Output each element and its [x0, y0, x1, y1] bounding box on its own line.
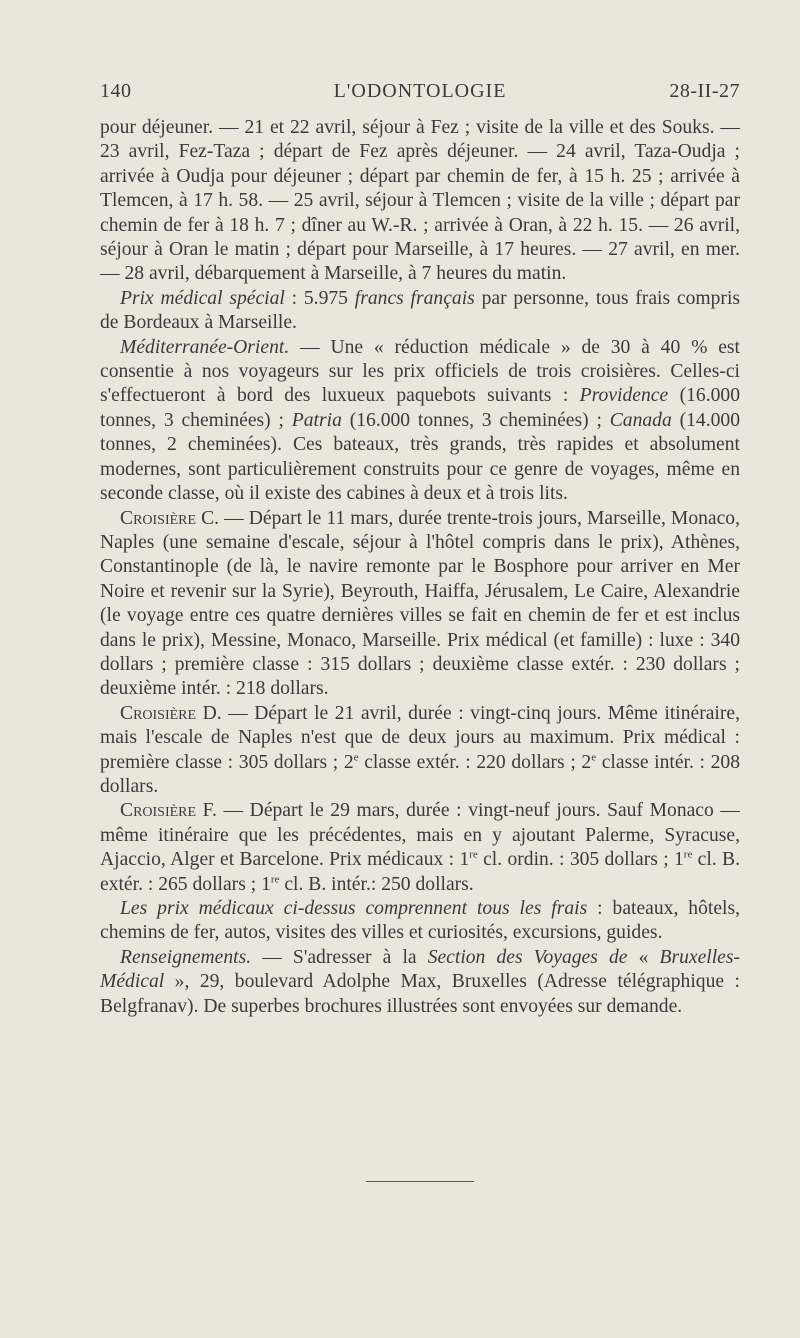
page-header: [100, 80, 740, 110]
issue-date: 28-II-27: [669, 80, 740, 102]
end-rule: [366, 1181, 474, 1182]
page-number: 140: [100, 80, 132, 102]
text-segment: Croisière C.: [120, 507, 220, 529]
paragraph-croisiere-d: [100, 702, 740, 800]
text-segment: Les prix médicaux ci-dessus comprennent tous les frais: [120, 898, 588, 919]
text-segment: Prix médical spécial: [120, 287, 285, 309]
text-segment: par personne, tous frais compris de Bordeaux à Marseille.: [100, 287, 741, 334]
paragraph-croisiere-f: [100, 799, 740, 897]
paragraph-mediterranee-orient: [100, 336, 740, 507]
text-segment: «: [627, 946, 660, 968]
text-segment: re: [270, 873, 280, 886]
paragraph-croisiere-c: [100, 507, 740, 702]
text-segment: Providence: [579, 385, 669, 407]
text-segment: — Départ le 21 avril, durée : vingt-cinq jours. Même itinéraire, mais l'escale de Naples n'est que de deux jours au maximum. Prix médical : première classe : 305 dollars ; 2: [100, 702, 740, 773]
text-segment: — S'adresser à la: [251, 946, 428, 968]
text-segment: Canada: [609, 409, 672, 431]
text-segment: re: [469, 848, 478, 861]
text-segment: Bruxelles-Médical: [100, 946, 741, 993]
paragraph-renseignements: [100, 946, 740, 1019]
text-segment: — Départ le 11 mars, durée trente-trois jours, Marseille, Monaco, Naples (une semaine d'escale, séjour à l'hôtel compris dans le prix), Athènes, Constantinople (de là, le navire remonte par le Bosphore pour arriver en Mer Noire et revenir sur la Syrie), Beyrouth, Haiffa, Jérusalem, Le Caire, Alexandrie (le voyage entre ces quatre dernières villes se fait en chemin de fer et est inclus dans le prix), Messine, Monaco, Marseille. Prix médical (et famille) : luxe : 340 dollars ; première classe : 315 dollars ; deuxième classe extér. : 230 dollars ; deuxième intér. : 218 dollars.: [100, 507, 741, 700]
text-segment: Renseignements.: [120, 946, 252, 968]
text-segment: — Une « réduction médicale » de 30 à 40 % est consentie à nos voyageurs sur les prix officiels de trois croisières. Celles-ci s'effectueront à bord des luxueux paquebots suivants :: [100, 336, 740, 407]
text-segment: cl. B. intér.: 250 dollars.: [279, 873, 474, 895]
text-segment: e: [591, 751, 597, 764]
text-segment: re: [683, 848, 693, 861]
text-segment: Section des Voyages de: [427, 946, 628, 968]
paragraph-itinerary: [100, 116, 740, 287]
text-segment: — Départ le 29 mars, durée : vingt-neuf jours. Sauf Monaco — même itinéraire que les précédentes, mais en y ajoutant Palerme, Syracuse, Ajaccio, Alger et Barcelone. Prix médicaux : 1: [100, 800, 740, 871]
text-segment: Méditerranée-Orient.: [120, 336, 290, 358]
text-segment: (14.000 tonnes, 2 cheminées). Ces bateaux, très grands, très rapides et absolument modernes, sont particulièrement construits pour ce genre de voyages, même en seconde classe, où il existe des cabines à deux et à trois lits.: [100, 409, 741, 505]
text-segment: Patria: [291, 409, 342, 431]
text-segment: (16.000 tonnes, 3 cheminées) ;: [100, 385, 740, 431]
text-segment: cl. B. extér. : 265 dollars ; 1: [100, 849, 740, 895]
paragraph-prix-special: [100, 287, 740, 336]
text-segment: : 5.975: [284, 287, 355, 309]
text-segment: (16.000 tonnes, 3 cheminées) ;: [341, 409, 610, 431]
text-segment: classe intér. : 208 dollars.: [100, 751, 740, 797]
text-segment: pour déjeuner. — 21 et 22 avril, séjour à Fez ; visite de la ville et des Souks. — 23 avril, Fez-Taza ; départ de Fez après déjeuner. — 24 avril, Taza-Oudja ; arrivée à Oudja pour déjeuner ; départ par chemin de fer, à 15 h. 25 ; arrivée à Tlemcen, à 17 h. 58. — 25 avril, séjour à Tlemcen ; visite de la ville ; départ par chemin de fer à 18 h. 7 ; dîner au W.-R. ; arrivée à Oran, à 22 h. 15. — 26 avril, séjour à Oran le matin ; départ pour Marseille, à 17 heures. — 27 avril, en mer. — 28 avril, débarquement à Marseille, à 7 heures du matin.: [100, 117, 740, 285]
text-segment: e: [353, 751, 359, 764]
text-segment: », 29, boulevard Adolphe Max, Bruxelles (Adresse télégraphique : Belgfranav). De superbes brochures illustrées sont envoyées sur demande.: [100, 971, 740, 1017]
paragraph-frais: [100, 897, 740, 946]
text-segment: classe extér. : 220 dollars ; 2: [358, 751, 592, 773]
page-body: [100, 116, 740, 1019]
running-title: L'ODONTOLOGIE: [333, 80, 507, 102]
text-segment: : bateaux, hôtels, chemins de fer, autos, visites des villes et curiosités, excursions, guides.: [100, 898, 740, 944]
text-segment: francs français: [354, 287, 475, 309]
text-segment: cl. ordin. : 305 dollars ; 1: [477, 849, 684, 871]
text-segment: Croisière D.: [120, 702, 222, 724]
text-segment: Croisière F.: [120, 800, 217, 822]
